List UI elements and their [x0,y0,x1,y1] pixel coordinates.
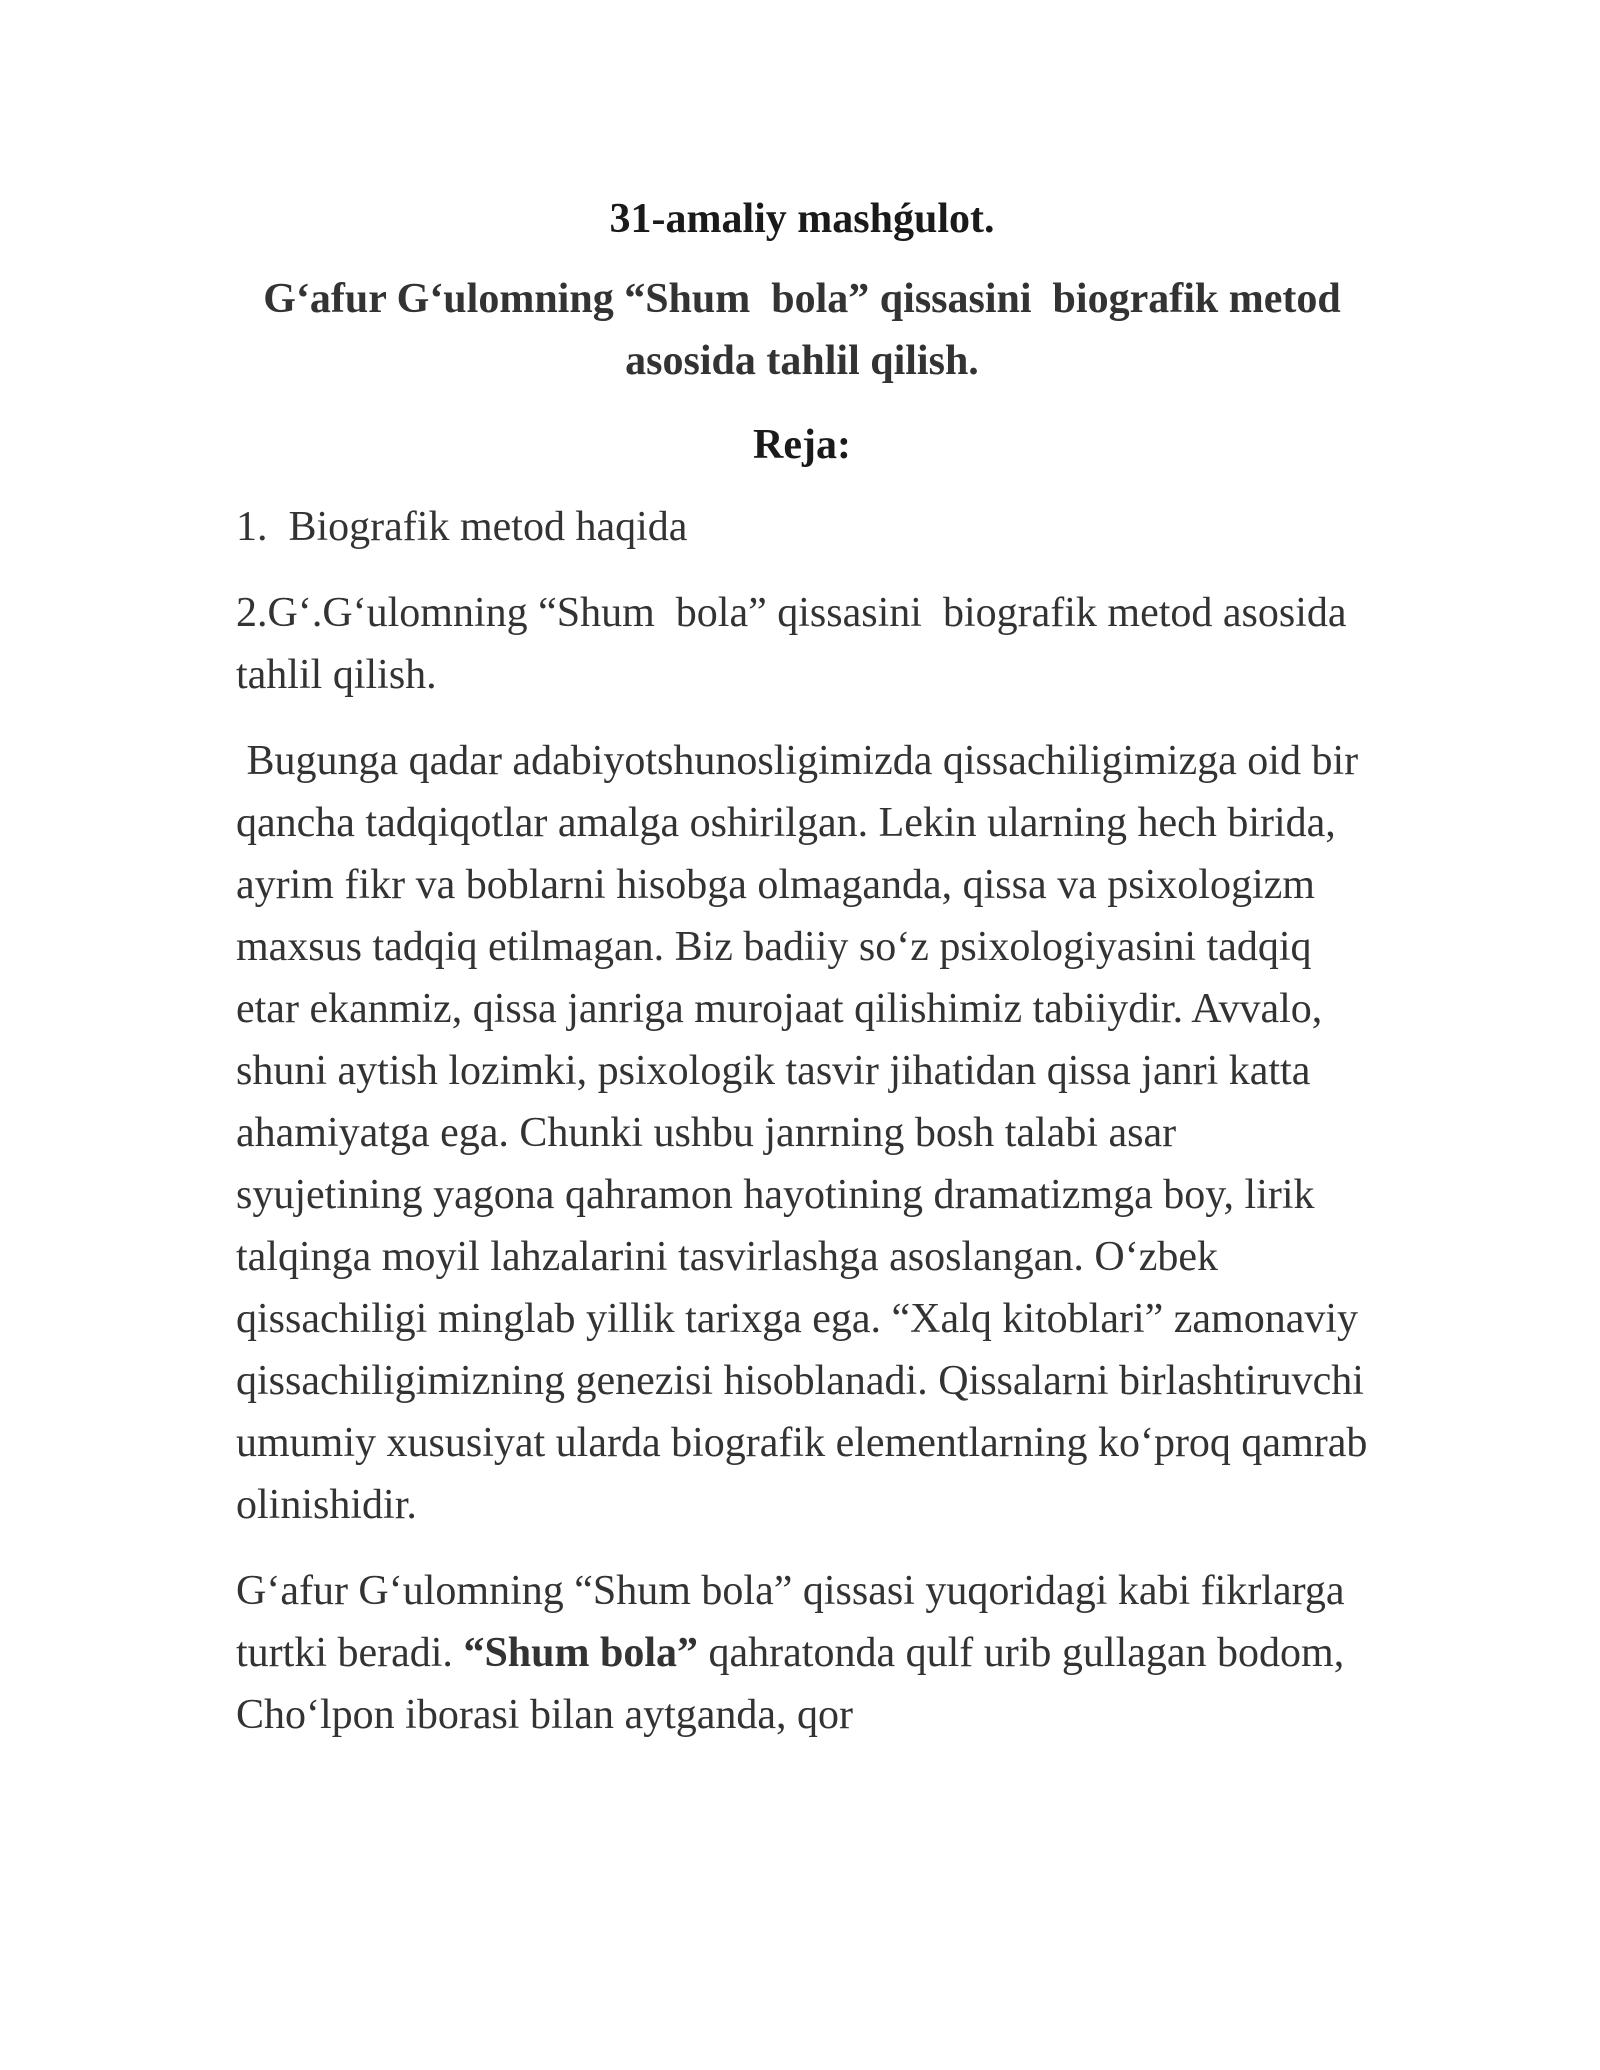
paragraph-2-bold-title: “Shum bola” [463,1630,699,1676]
plan-heading: Reja: [753,422,851,468]
document-content [236,188,1378,1770]
paragraph-2-text-start: G‘afur G‘ulomning “Shum bola” qissasi yuqoridagi kabi fikrlarga turtki beradi. [236,1568,1355,1676]
paragraph-2-text-end: qahratonda qulf urib gullagan bodom, Cho‘lpon iborasi bilan aytganda, qor [236,1630,1355,1738]
plan-item-2: 2.G‘.G‘ulomning “Shum bola” qissasini biografik metod asosida tahlil qilish. [236,590,1358,698]
body-paragraph-1: Bugunga qadar adabiyotshunosligimizda qissachiligimizga oid bir qancha tadqiqotlar amalga oshirilgan. Lekin ularning hech birida, ayrim fikr va boblarni hisobga olmaganda, qissa va psixologizm maxsus tadqiq etilmagan. Biz badiiy so‘z psixologiyasini tadqiq etar ekanmiz, qissa janriga murojaat qilishimiz tabiiydir. Avvalo, shuni aytish lozimki, psixologik tasvir jihatidan qissa janri katta ahamiyatga ega. Chunki ushbu janrning bosh talabi asar syujetining yagona qahramon hayotining dramatizmga boy, lirik talqinga moyil lahzalarini tasvirlashga asoslangan. O‘zbek qissachiligi minglab yillik tarixga ega. “Xalq kitoblari” zamonaviy qissachiligimizning genezisi hisoblanadi. Qissalarni birlashtiruvchi umumiy xususiyat ularda biografik elementlarning ko‘proq qamrab olinishidir. [236,738,1378,1528]
page-title: 31-amaliy mashǵulot. [609,196,995,242]
plan-item-1: 1. Biografik metod haqida [236,504,688,550]
document-subtitle: G‘afur G‘ulomning “Shum bola” qissasini biografik metod asosida tahlil qilish. [263,276,1352,384]
body-paragraph-2 [236,1560,1368,1746]
